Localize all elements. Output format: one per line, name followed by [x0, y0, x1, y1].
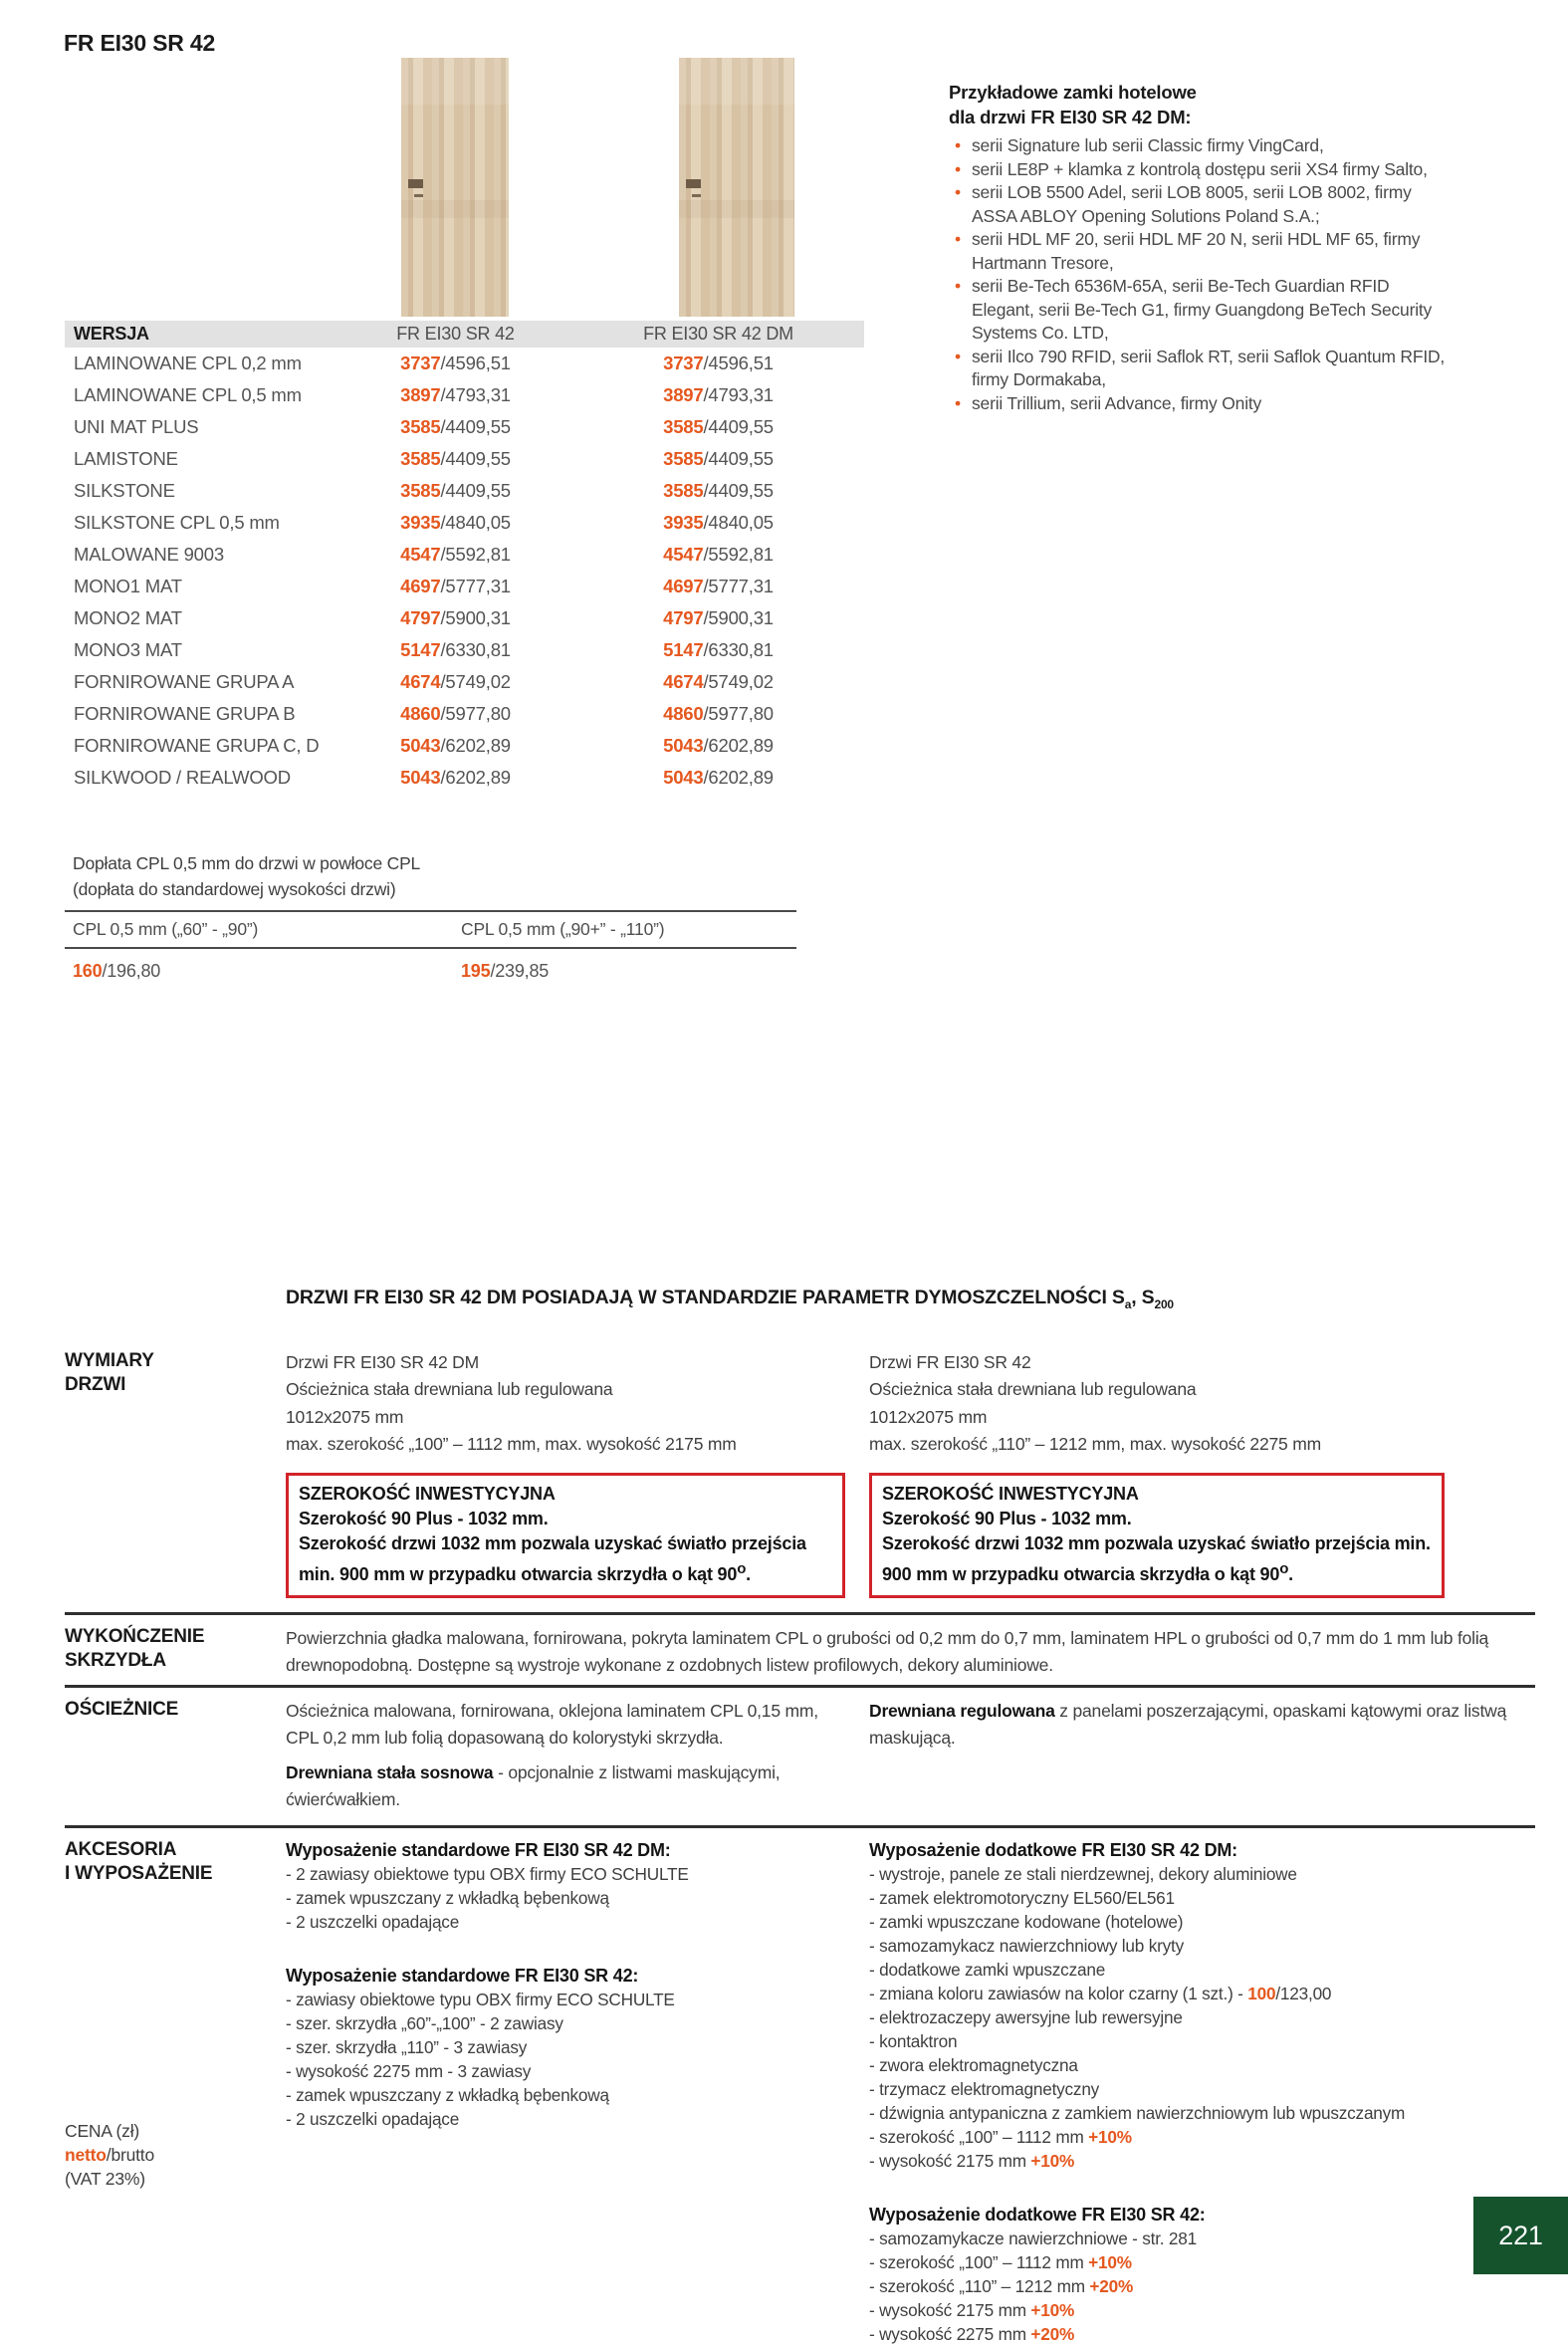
price-cell [572, 576, 864, 597]
door-image-fr-ei30-sr-42-dm [679, 58, 794, 317]
accent-value: 100 [1247, 1983, 1276, 2003]
row-label: FORNIROWANE GRUPA C, D [74, 735, 320, 756]
brutto-price: /5777,31 [440, 576, 511, 596]
equipment-item: - zmiana koloru zawiasów na kolor czarny (1 szt.) - 100/123,00 [869, 1983, 1332, 2003]
list-item-text: serii Ilco 790 RFID, serii Saflok RT, serii Saflok Quantum RFID, firmy Dormakaba, [972, 346, 1446, 389]
surcharge-col1-header: CPL 0,5 mm („60” - „90”) [73, 919, 259, 939]
smoke-parameter-banner: DRZWI FR EI30 SR 42 DM POSIADAJĄ W STANDARDZIE PARAMETR DYMOSZCZELNOŚCI $S_a$, $S_{200}$ [286, 1287, 1174, 1311]
bullet-icon: • [955, 182, 961, 202]
page-number-badge: 221 [1473, 2197, 1568, 2274]
row-label: MONO2 MAT [74, 607, 182, 628]
equipment-group-heading: Wyposażenie dodatkowe FR EI30 SR 42: [869, 2204, 1206, 2225]
brutto-price: /5977,80 [703, 703, 774, 724]
netto-price: 4697 [663, 576, 704, 596]
equipment-item: - szerokość „110” – 1212 mm +20% [869, 2275, 1134, 2296]
netto-price: 3897 [400, 384, 441, 405]
equipment-item: - 2 uszczelki opadające [286, 2108, 460, 2129]
table-row [65, 348, 864, 379]
netto-price: 5147 [400, 639, 441, 660]
brutto-price: /4409,55 [703, 480, 774, 501]
bullet-icon: • [955, 346, 961, 366]
bullet-icon: • [955, 229, 961, 249]
brutto-price: /5900,31 [440, 607, 511, 628]
brutto-price: /6202,89 [440, 767, 511, 788]
list-item-text: serii Trillium, serii Advance, firmy Onity [972, 392, 1262, 413]
equipment-item: - szerokość „100” – 1112 mm +10% [869, 2126, 1132, 2147]
price-table [65, 321, 864, 794]
price-cell [338, 576, 572, 597]
hotel-locks-block [949, 80, 1455, 415]
list-item [949, 228, 1455, 275]
section-label: AKCESORIA I WYPOSAŻENIE [65, 1838, 213, 1884]
list-item-text: serii Signature lub serii Classic firmy VingCard, [972, 135, 1324, 155]
investment-width-box: SZEROKOŚĆ INWESTYCYJNA Szerokość 90 Plus - 1032 mm. Szerokość drzwi 1032 mm pozwala uzyskać światło przejścia min. 900 mm w przypadku otwarcia skrzydła o kąt 90$^o$. [869, 1473, 1445, 1598]
price-cell [572, 384, 864, 406]
hotel-locks-list [949, 134, 1455, 415]
netto-price: 5043 [400, 767, 441, 788]
surcharge-title-line1: Dopłata CPL 0,5 mm do drzwi w powłoce CPL [73, 853, 421, 873]
finish-text: Powierzchnia gładka malowana, fornirowana, pokryta laminatem CPL o grubości od 0,2 mm do 0,7 mm, laminatem HPL o grubości od 0,7 mm do 1 mm lub folią drewnopodobną. Dostępne są wystroje wykonane z ozdobnych listew profilowych, dekory aluminiowe. [286, 1627, 1489, 1675]
price-cell [572, 671, 864, 693]
brutto-price: /4409,55 [440, 416, 511, 437]
equipment-group-heading: Wyposażenie standardowe FR EI30 SR 42 DM: [286, 1839, 671, 1860]
price-cell [572, 416, 864, 438]
price-cell [572, 703, 864, 725]
brutto-price: /5900,31 [703, 607, 774, 628]
price-cell [572, 639, 864, 661]
row-label: MALOWANE 9003 [74, 544, 224, 565]
brutto-price: /4409,55 [703, 416, 774, 437]
equipment-group [869, 1838, 1535, 2173]
equipment-item: - wystroje, panele ze stali nierdzewnej, dekory aluminiowe [869, 1863, 1297, 1884]
equipment-item: - zamek wpuszczany z wkładką bębenkową [286, 2084, 609, 2105]
door-image-fr-ei30-sr-42 [401, 58, 509, 317]
row-label: FORNIROWANE GRUPA A [74, 671, 295, 692]
row-label: FORNIROWANE GRUPA B [74, 703, 296, 724]
surcharge-title-line2: (dopłata do standardowej wysokości drzwi) [73, 879, 396, 899]
netto-price: 3585 [400, 416, 441, 437]
brutto-price: /4793,31 [440, 384, 511, 405]
price-cell [338, 352, 572, 374]
brutto-price: /4793,31 [703, 384, 774, 405]
equipment-item: - zamki wpuszczane kodowane (hotelowe) [869, 1911, 1184, 1932]
table-row [65, 379, 864, 411]
table-row [65, 539, 864, 571]
price-cell [572, 448, 864, 470]
equipment-item: - trzymacz elektromagnetyczny [869, 2078, 1100, 2099]
netto-price: 3585 [663, 480, 704, 501]
equipment-right-column [869, 1838, 1535, 2346]
table-row [65, 666, 864, 698]
frames-left-column: Ościeżnica malowana, fornirowana, oklejona laminatem CPL 0,15 mm, CPL 0,2 mm lub folią dopasowaną do kolorystyki skrzydła. Drewniana stała sosnowa - opcjonalnie z listwami maskującymi, ćwierćwałkiem. [286, 1700, 818, 1809]
list-item [949, 158, 1455, 182]
netto-price: 3737 [400, 352, 441, 373]
row-label: MONO1 MAT [74, 576, 182, 596]
price-cell [572, 767, 864, 789]
price-cell [338, 703, 572, 725]
surcharge-col2-price: 195/239,85 [461, 961, 550, 981]
table-row [65, 698, 864, 730]
bullet-icon: • [955, 392, 961, 413]
equipment-item: - zamek elektromotoryczny EL560/EL561 [869, 1887, 1175, 1908]
price-cell [338, 639, 572, 661]
netto-price: 3737 [663, 352, 704, 373]
price-cell [572, 544, 864, 566]
price-cell [338, 607, 572, 629]
netto-price: 4797 [400, 607, 441, 628]
equipment-item: - wysokość 2175 mm +10% [869, 2299, 1075, 2320]
price-legend: CENA (zł) netto/brutto (VAT 23%) [65, 2121, 154, 2189]
equipment-item: - szer. skrzydła „110” - 3 zawiasy [286, 2036, 528, 2057]
surcharge-col2-header: CPL 0,5 mm („90+” - „110”) [461, 919, 665, 939]
frames-right-column: Drewniana regulowana z panelami poszerzającymi, opaskami kątowymi oraz listwą maskującą. [869, 1700, 1507, 1748]
section-wykonczenie-skrzydla [65, 1612, 1535, 1679]
accent-value: +10% [1088, 2251, 1132, 2272]
brutto-price: /4409,55 [703, 448, 774, 469]
dimensions-right-column: Drzwi FR EI30 SR 42 Ościeżnica stała drewniana lub regulowana 1012x2075 mm max. szerokość „110” – 1212 mm, max. wysokość 2275 mm SZEROKOŚĆ INWESTYCYJNA Szerokość 90 Plus - 1032 mm. Szerokość drzwi 1032 mm pozwala uzyskać światło przejścia min. 900 mm w przypadku otwarcia skrzydła o kąt 90$^o$. [869, 1349, 1535, 1598]
equipment-left-column [286, 1838, 869, 2346]
list-item [949, 134, 1455, 158]
bullet-icon: • [955, 276, 961, 296]
netto-price: 4860 [400, 703, 441, 724]
netto-price: 3935 [400, 512, 441, 533]
price-cell [572, 512, 864, 534]
equipment-item: - 2 uszczelki opadające [286, 1911, 460, 1932]
table-row [65, 475, 864, 507]
price-cell [338, 480, 572, 502]
equipment-group-heading: Wyposażenie dodatkowe FR EI30 SR 42 DM: [869, 1839, 1237, 1860]
equipment-item: - dodatkowe zamki wpuszczane [869, 1959, 1106, 1980]
list-item [949, 275, 1455, 346]
row-label: UNI MAT PLUS [74, 416, 199, 437]
netto-price: 3897 [663, 384, 704, 405]
price-cell [338, 671, 572, 693]
row-label: SILKSTONE CPL 0,5 mm [74, 512, 280, 533]
section-osciezne [65, 1685, 1535, 1825]
surcharge-table [65, 910, 796, 982]
brutto-price: /5977,80 [440, 703, 511, 724]
price-cell [572, 607, 864, 629]
equipment-item: - zamek wpuszczany z wkładką bębenkową [286, 1887, 609, 1908]
equipment-group [869, 2203, 1535, 2346]
list-item-text: serii LE8P + klamka z kontrolą dostępu serii XS4 firmy Salto, [972, 158, 1428, 179]
price-cell [338, 448, 572, 470]
price-cell [338, 384, 572, 406]
row-label: MONO3 MAT [74, 639, 182, 660]
brutto-price: /4409,55 [440, 448, 511, 469]
netto-price: 4674 [663, 671, 704, 692]
row-label: LAMINOWANE CPL 0,2 mm [74, 352, 302, 373]
price-cell [572, 480, 864, 502]
list-item [949, 181, 1455, 228]
price-cell [338, 512, 572, 534]
netto-price: 4860 [663, 703, 704, 724]
row-label: LAMISTONE [74, 448, 178, 469]
price-cell [338, 767, 572, 789]
section-wymiary-drzwi [65, 1349, 1535, 1598]
bullet-icon: • [955, 135, 961, 155]
equipment-item: - zawiasy obiektowe typu OBX firmy ECO SCHULTE [286, 1989, 675, 2009]
brutto-price: /5749,02 [440, 671, 511, 692]
equipment-item: - samozamykacz nawierzchniowy lub kryty [869, 1935, 1184, 1956]
netto-price: 4547 [400, 544, 441, 565]
row-label: SILKWOOD / REALWOOD [74, 767, 291, 788]
investment-width-box: SZEROKOŚĆ INWESTYCYJNA Szerokość 90 Plus - 1032 mm. Szerokość drzwi 1032 mm pozwala uzyskać światło przejścia min. 900 mm w przypadku otwarcia skrzydła o kąt 90$^o$. [286, 1473, 845, 1598]
table-row [65, 507, 864, 539]
surcharge-col1-price: 160/196,80 [73, 961, 161, 981]
equipment-group [286, 1838, 869, 1934]
price-cell [338, 735, 572, 757]
netto-price: 4797 [663, 607, 704, 628]
section-akcesoria [65, 1825, 1535, 2346]
brutto-price: /4840,05 [440, 512, 511, 533]
equipment-item: - szer. skrzydła „60”-„100” - 2 zawiasy [286, 2012, 563, 2033]
table-row [65, 730, 864, 762]
price-table-header [65, 321, 864, 348]
equipment-item: - zwora elektromagnetyczna [869, 2054, 1078, 2075]
price-table-body [65, 348, 864, 794]
brutto-price: /4840,05 [703, 512, 774, 533]
accent-value: +10% [1030, 2299, 1075, 2320]
table-row [65, 762, 864, 794]
brutto-price: /5592,81 [440, 544, 511, 565]
section-label: WYKOŃCZENIE SKRZYDŁA [65, 1625, 205, 1671]
brutto-price: /6202,89 [440, 735, 511, 756]
netto-price: 4697 [400, 576, 441, 596]
accent-value: +10% [1030, 2150, 1075, 2171]
equipment-item: - wysokość 2175 mm +10% [869, 2150, 1075, 2171]
list-item [949, 346, 1455, 392]
equipment-item: - kontaktron [869, 2030, 958, 2051]
list-item-text: serii LOB 5500 Adel, serii LOB 8005, serii LOB 8002, firmy ASSA ABLOY Opening Solutions Poland S.A.; [972, 182, 1412, 226]
price-cell [572, 352, 864, 374]
accent-value: +20% [1030, 2323, 1075, 2344]
netto-price: 3585 [663, 448, 704, 469]
surcharge-block [65, 850, 796, 982]
accent-value: +20% [1089, 2275, 1134, 2296]
section-label: WYMIARY DRZWI [65, 1349, 154, 1395]
equipment-group [286, 1964, 869, 2131]
page-title: FR EI30 SR 42 [64, 30, 216, 56]
row-label: LAMINOWANE CPL 0,5 mm [74, 384, 302, 405]
accent-value: +10% [1088, 2126, 1132, 2147]
list-item-text: serii Be-Tech 6536M-65A, serii Be-Tech Guardian RFID Elegant, serii Be-Tech G1, firmy Guangdong BeTech Security Systems Co. LTD, [972, 276, 1433, 343]
equipment-item: - wysokość 2275 mm - 3 zawiasy [286, 2060, 532, 2081]
brutto-price: /4409,55 [440, 480, 511, 501]
netto-price: 5043 [663, 735, 704, 756]
brutto-price: /4596,51 [440, 352, 511, 373]
table-row [65, 411, 864, 443]
netto-price: 4547 [663, 544, 704, 565]
bullet-icon: • [955, 158, 961, 179]
netto-price: 3585 [400, 480, 441, 501]
brutto-price: /5592,81 [703, 544, 774, 565]
netto-price: 5043 [400, 735, 441, 756]
equipment-item: - szerokość „100” – 1112 mm +10% [869, 2251, 1132, 2272]
netto-price: 4674 [400, 671, 441, 692]
netto-price: 5043 [663, 767, 704, 788]
list-item [949, 392, 1455, 416]
equipment-item: - 2 zawiasy obiektowe typu OBX firmy ECO SCHULTE [286, 1863, 689, 1884]
dimensions-left-column: Drzwi FR EI30 SR 42 DM Ościeżnica stała drewniana lub regulowana 1012x2075 mm max. szerokość „100” – 1112 mm, max. wysokość 2175 mm SZEROKOŚĆ INWESTYCYJNA Szerokość 90 Plus - 1032 mm. Szerokość drzwi 1032 mm pozwala uzyskać światło przejścia min. 900 mm w przypadku otwarcia skrzydła o kąt 90$^o$. [286, 1349, 869, 1598]
equipment-item: - samozamykacze nawierzchniowe - str. 281 [869, 2228, 1197, 2248]
column-header-version: WERSJA [74, 324, 149, 344]
table-row [65, 634, 864, 666]
netto-price: 3585 [663, 416, 704, 437]
brutto-price: /5749,02 [703, 671, 774, 692]
equipment-item: - wysokość 2275 mm +20% [869, 2323, 1075, 2344]
netto-price: 3935 [663, 512, 704, 533]
brutto-price: /6202,89 [703, 767, 774, 788]
equipment-group-heading: Wyposażenie standardowe FR EI30 SR 42: [286, 1965, 639, 1986]
table-row [65, 571, 864, 602]
row-label: SILKSTONE [74, 480, 175, 501]
list-item-text: serii HDL MF 20, serii HDL MF 20 N, serii HDL MF 65, firmy Hartmann Tresore, [972, 229, 1421, 273]
equipment-item: - elektrozaczepy awersyjne lub rewersyjne [869, 2006, 1183, 2027]
column-header-sr42-dm: FR EI30 SR 42 DM [643, 324, 793, 344]
brutto-price: /5777,31 [703, 576, 774, 596]
table-row [65, 443, 864, 475]
section-label: OŚCIEŻNICE [65, 1698, 179, 1720]
table-row [65, 602, 864, 634]
equipment-item: - dźwignia antypaniczna z zamkiem nawierzchniowym lub wpuszczanym [869, 2102, 1406, 2123]
price-cell [572, 735, 864, 757]
brutto-price: /6330,81 [703, 639, 774, 660]
bottom-sections [65, 1287, 1535, 2346]
brutto-price: /6330,81 [440, 639, 511, 660]
price-cell [338, 416, 572, 438]
netto-price: 5147 [663, 639, 704, 660]
brutto-price: /4596,51 [703, 352, 774, 373]
price-cell [338, 544, 572, 566]
hotel-locks-heading: Przykładowe zamki hotelowe dla drzwi FR EI30 SR 42 DM: [949, 82, 1197, 127]
brutto-price: /6202,89 [703, 735, 774, 756]
netto-price: 3585 [400, 448, 441, 469]
column-header-sr42: FR EI30 SR 42 [396, 324, 515, 344]
